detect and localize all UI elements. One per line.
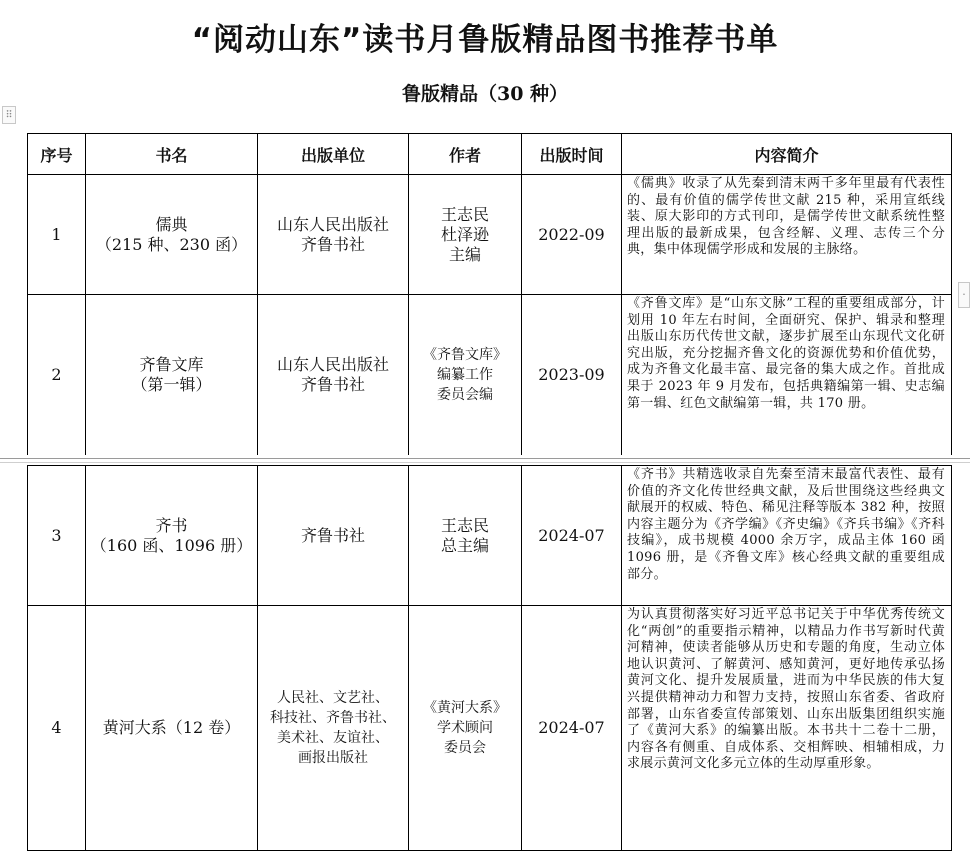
cell-author xyxy=(409,466,522,606)
author-line: 总主编 xyxy=(440,535,489,555)
cell-no: 2 xyxy=(28,295,86,456)
table-resize-handle-icon[interactable]: · xyxy=(958,282,970,308)
cell-name xyxy=(86,606,258,851)
author-line: 委员会编 xyxy=(437,387,493,403)
author-line: 《齐鲁文库》 xyxy=(423,347,507,363)
header-no: 序号 xyxy=(28,134,86,175)
publisher-line: 齐鲁书社 xyxy=(300,375,365,394)
header-publisher: 出版单位 xyxy=(258,134,409,175)
cell-no: 1 xyxy=(28,175,86,295)
author-line: 王志民 xyxy=(440,515,489,535)
publisher-line: 齐鲁书社 xyxy=(300,525,365,545)
publisher-line: 人民社、文艺社、 xyxy=(277,690,389,706)
book-volume: （第一辑） xyxy=(131,375,212,394)
publisher-line: 山东人民出版社 xyxy=(276,214,389,234)
cell-date: 2024-07 xyxy=(522,606,622,851)
author-line: 主编 xyxy=(448,244,481,264)
book-table-page-1 xyxy=(27,133,952,456)
cell-name xyxy=(86,175,258,295)
publisher-line: 齐鲁书社 xyxy=(300,234,365,254)
cell-publisher xyxy=(258,606,409,851)
author-line: 学术顾问 xyxy=(437,720,493,736)
publisher-line: 科技社、齐鲁书社、 xyxy=(270,710,396,726)
author-line: 王志民 xyxy=(440,204,489,224)
cell-date: 2023-09 xyxy=(522,295,622,456)
header-author: 作者 xyxy=(409,134,522,175)
cell-desc: 为认真贯彻落实好习近平总书记关于中华优秀传统文化“两创”的重要指示精神，以精品力作书写新时代黄河精神，使读者能够从历史和专题的角度，生动立体地认识黄河、了解黄河、感知黄河，更好地传承弘扬黄河文化、提升发展质量，进而为中华民族的伟大复兴提供精神动力和智力支持，按照山东省委、省政府部署，山东省委宣传部策划、山东出版集团组织实施了《黄河大系》的编纂出版。本书共十二卷十二册，内容各有侧重、自成体系、交相辉映、相辅相成，力求展示黄河文化多元立体的生动厚重形象。 xyxy=(622,606,952,851)
header-date: 出版时间 xyxy=(522,134,622,175)
cell-author xyxy=(409,175,522,295)
author-line: 编纂工作 xyxy=(437,367,493,383)
book-title: 儒典 xyxy=(155,214,188,234)
book-table-page-2 xyxy=(27,465,952,851)
cell-author xyxy=(409,295,522,456)
cell-publisher xyxy=(258,295,409,456)
table-move-handle-icon[interactable]: ⠿ xyxy=(2,106,16,124)
cell-desc: 《齐鲁文库》是“山东文脉”工程的重要组成部分，计划用 10 年左右时间，全面研究、保护、辑录和整理出版山东历代传世文献，逐步扩展至山东现代文化研究出版，充分挖掘齐鲁文化的资源优势和价值优势，成为齐鲁文化最丰富、最完备的集大成之作。首批成果于 2023 年 9 月发布，包括典籍编第一辑、史志编第一辑、红色文献编第一辑，共 170 册。 xyxy=(622,295,952,456)
table-row xyxy=(28,606,952,851)
cell-author xyxy=(409,606,522,851)
page-break-line xyxy=(0,458,970,459)
book-volume: （215 种、230 函） xyxy=(95,234,248,254)
book-title: 齐鲁文库 xyxy=(139,355,204,374)
page-title: “阅动山东”读书月鲁版精品图书推荐书单 xyxy=(191,22,779,58)
header-name: 书名 xyxy=(86,134,258,175)
page-break-line xyxy=(0,462,970,463)
table-header-row xyxy=(28,134,952,175)
cell-no: 4 xyxy=(28,606,86,851)
table-row xyxy=(28,175,952,295)
cell-publisher xyxy=(258,466,409,606)
publisher-line: 美术社、友谊社、 xyxy=(277,730,389,746)
publisher-line: 画报出版社 xyxy=(298,750,368,766)
cell-date: 2022-09 xyxy=(522,175,622,295)
cell-no: 3 xyxy=(28,466,86,606)
cell-date: 2024-07 xyxy=(522,466,622,606)
cell-publisher xyxy=(258,175,409,295)
page-subtitle: 鲁版精品（30 种） xyxy=(401,83,569,105)
table-row xyxy=(28,466,952,606)
book-title: 黄河大系（12 卷） xyxy=(102,718,241,737)
page-break xyxy=(0,455,970,465)
author-line: 杜泽逊 xyxy=(440,224,489,244)
book-title: 齐书 xyxy=(155,515,188,535)
header-desc: 内容简介 xyxy=(622,134,952,175)
cell-name xyxy=(86,466,258,606)
table-row xyxy=(28,295,952,456)
book-volume: （160 函、1096 册） xyxy=(90,535,253,555)
cell-desc: 《齐书》共精选收录自先秦至清末最富代表性、最有价值的齐文化传世经典文献，及后世围绕这些经典文献展开的权威、特色、稀见注释等版本 382 种，按照内容主题分为《齐学编》《齐史编》《齐兵书编》《齐科技编》，成书规模 4000 余万字，成品主体 160 函 1096 册，是《齐鲁文库》核心经典文献的重要组成部分。 xyxy=(622,466,952,606)
publisher-line: 山东人民出版社 xyxy=(276,355,389,374)
author-line: 《黄河大系》 xyxy=(423,700,507,716)
cell-desc: 《儒典》收录了从先秦到清末两千多年里最有代表性的、最有价值的儒学传世文献 215 种，采用宣纸线装、原大影印的方式刊印，是儒学传世文献系统性整理出版的最新成果，包含经解、义理、志传三个分典，集中体现儒学形成和发展的主脉络。 xyxy=(622,175,952,295)
author-line: 委员会 xyxy=(444,740,486,756)
cell-name xyxy=(86,295,258,456)
